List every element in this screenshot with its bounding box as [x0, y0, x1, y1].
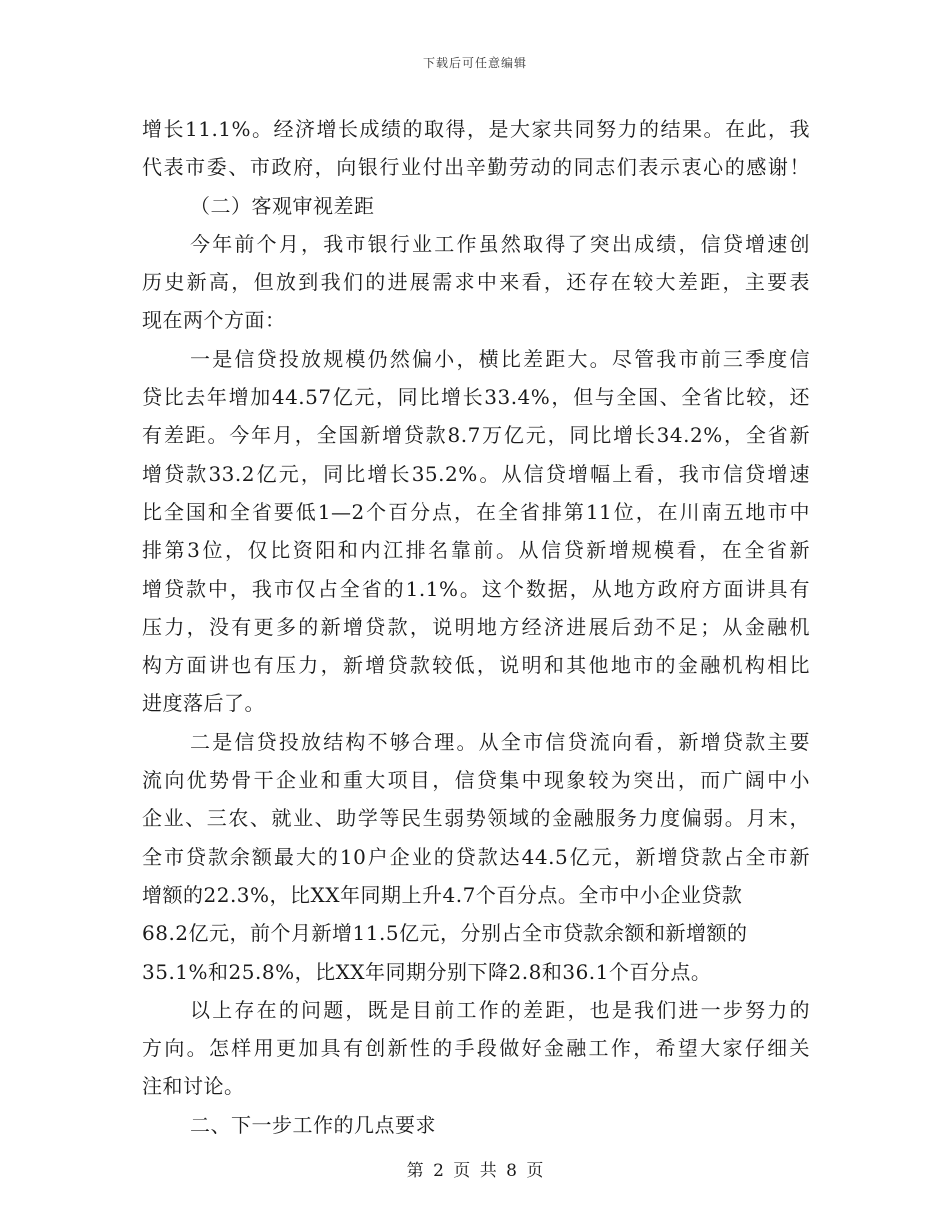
text-line: 代表市委、市政府，向银行业付出辛勤劳动的同志们表示衷心的感谢！: [142, 155, 810, 180]
text-line: 企业、三农、就业、助学等民生弱势领域的金融服务力度偏弱。月末，: [142, 806, 810, 831]
text-line: 以上存在的问题，既是目前工作的差距，也是我们进一步努力的: [190, 997, 810, 1022]
text-line: 35.1%和25.8%，比XX年同期分别下降2.8和36.1个百分点。: [142, 959, 712, 984]
page-number: 第 2 页 共 8 页: [406, 1161, 544, 1181]
text-line: 增贷款33.2亿元，同比增长35.2%。从信贷增幅上看，我市信贷增速: [142, 461, 810, 486]
text-line: 流向优势骨干企业和重大项目，信贷集中现象较为突出，而广阔中小: [142, 768, 810, 793]
text-line: 贷比去年增加44.57亿元，同比增长33.4%，但与全国、全省比较，还: [142, 385, 810, 410]
text-line: 比全国和全省要低1—2个百分点，在全省排第11位，在川南五地市中: [142, 499, 810, 524]
text-line: 今年前个月，我市银行业工作虽然取得了突出成绩，信贷增速创: [190, 231, 810, 256]
text-line: 增额的22.3%，比XX年同期上升4.7个百分点。全市中小企业贷款: [142, 882, 743, 907]
text-line: 二是信贷投放结构不够合理。从全市信贷流向看，新增贷款主要: [190, 729, 810, 754]
text-line: 构方面讲也有压力，新增贷款较低，说明和其他地市的金融机构相比: [142, 653, 810, 678]
section-heading: （二）客观审视差距: [190, 193, 375, 218]
text-line: 现在两个方面：: [142, 308, 286, 333]
text-line: 全市贷款余额最大的10户企业的贷款达44.5亿元，新增贷款占全市新: [142, 844, 810, 869]
text-line: 增贷款中，我市仅占全省的1.1%。这个数据，从地方政府方面讲具有: [142, 576, 810, 601]
text-line: 历史新高，但放到我们的进展需求中来看，还存在较大差距，主要表: [142, 270, 810, 295]
text-line: 压力，没有更多的新增贷款，说明地方经济进展后劲不足；从金融机: [142, 614, 810, 639]
text-line: 一是信贷投放规模仍然偏小，横比差距大。尽管我市前三季度信: [190, 346, 810, 371]
text-line: 排第3位，仅比资阳和内江排名靠前。从信贷新增规模看，在全省新: [142, 538, 810, 563]
document-body: [142, 110, 810, 1144]
text-line: 增长11.1%。经济增长成绩的取得，是大家共同努力的结果。在此，我: [142, 117, 810, 141]
page-header: 下载后可任意编辑: [422, 56, 527, 70]
text-line: 有差距。今年月，全国新增贷款8.7万亿元，同比增长34.2%，全省新: [142, 423, 810, 448]
text-line: 注和讨论。: [142, 1074, 245, 1099]
text-line: 进度落后了。: [142, 691, 265, 716]
text-line: 方向。怎样用更加具有创新性的手段做好金融工作，希望大家仔细关: [142, 1036, 810, 1061]
text-line: 68.2亿元，前个月新增11.5亿元，分别占全市贷款余额和新增额的: [142, 921, 748, 946]
section-heading: 二、下一步工作的几点要求: [190, 1112, 436, 1137]
